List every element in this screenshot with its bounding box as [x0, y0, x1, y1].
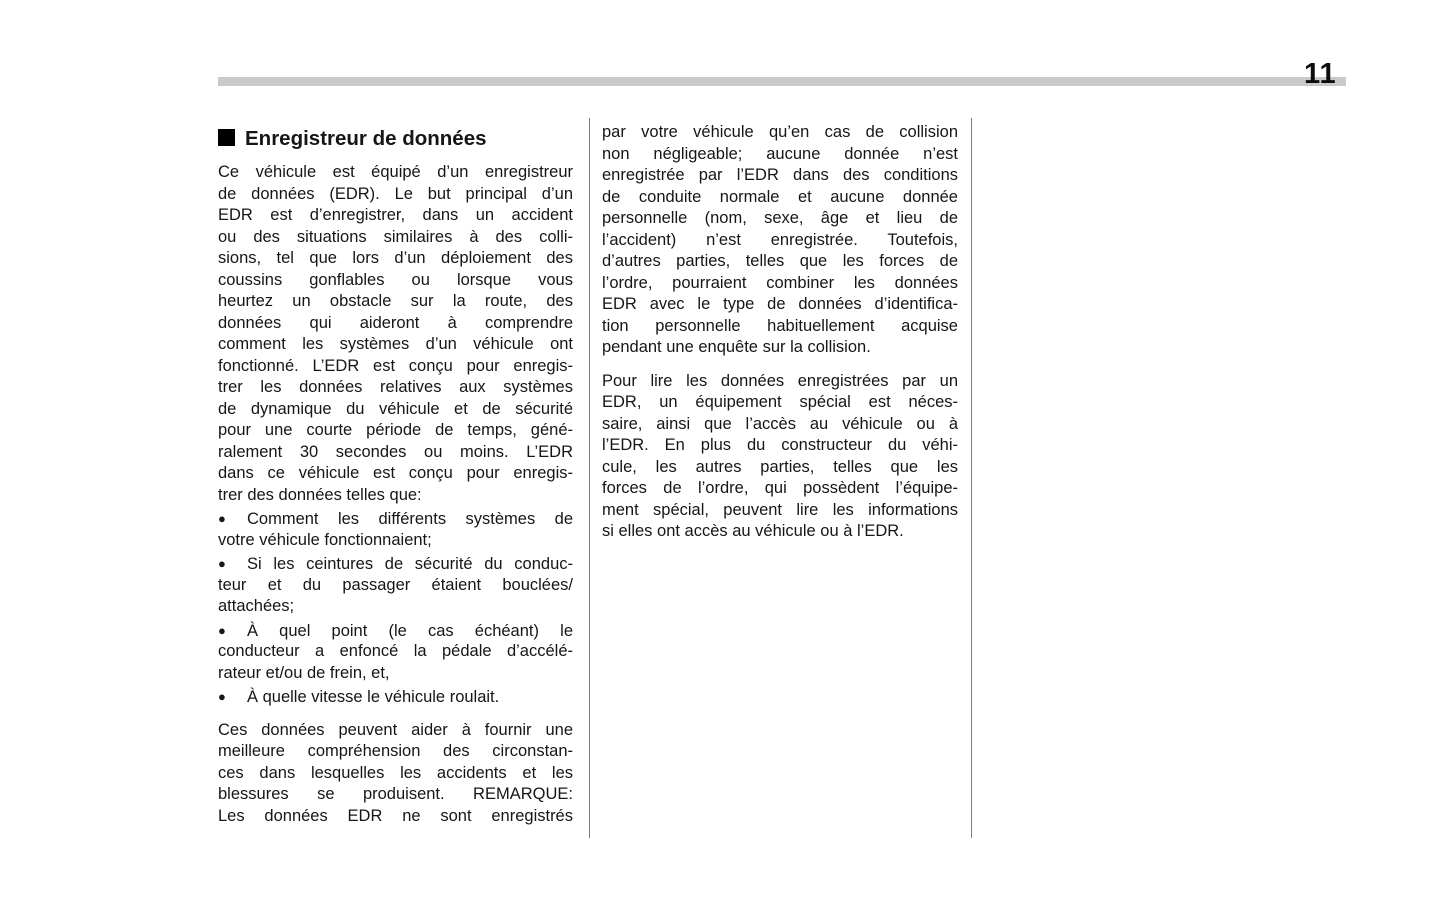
left-column — [218, 127, 573, 827]
text-line: EDR est d’enregistrer, dans un accident — [218, 206, 573, 224]
text-line: Ce véhicule est équipé d’un enregistreur — [218, 163, 573, 181]
text-line: forces de l’ordre, qui possèdent l’équipe- — [602, 479, 958, 497]
text-line: EDR avec le type de données d’identifica- — [602, 295, 958, 313]
text-line: par votre véhicule qu’en cas de collision — [602, 123, 958, 141]
text-line: ● À quelle vitesse le véhicule roulait. — [218, 688, 500, 706]
text-line: Pour lire les données enregistrées par un — [602, 371, 958, 390]
text-line: ou des situations similaires à des colli- — [218, 227, 573, 246]
bullet-icon: ● — [218, 556, 226, 571]
text-line: teur et du passager étaient bouclées/ — [218, 575, 573, 594]
text-line: ralement 30 secondes ou moins. L’EDR — [218, 442, 573, 461]
text-line: comment les systèmes d’un véhicule ont — [218, 335, 573, 353]
text-line: l’EDR. En plus du constructeur du véhi- — [602, 436, 958, 454]
text-line: Les données EDR ne sont enregistrés — [218, 806, 573, 825]
text-line: de conduite normale et aucune donnée — [602, 187, 958, 206]
paragraph — [602, 371, 958, 543]
text-line: si elles ont accès au véhicule ou à l’EDR. — [602, 522, 904, 540]
text-line: votre véhicule fonctionnaient; — [218, 530, 432, 549]
text-line: non négligeable; aucune donnée n’est — [602, 144, 958, 163]
text-line: saire, ainsi que l’accès au véhicule ou à — [602, 414, 958, 433]
bullet-item — [218, 620, 573, 685]
text-line: pendant une enquête sur la collision. — [602, 338, 871, 356]
text-line: meilleure compréhension des circonstan- — [218, 742, 573, 760]
text-line: heurtez un obstacle sur la route, des — [218, 292, 573, 310]
bullet-icon: ● — [218, 622, 226, 638]
text-line: fonctionné. L’EDR est conçu pour enregis- — [218, 356, 573, 375]
bullet-icon: ● — [218, 689, 226, 704]
bullet-item — [218, 508, 573, 551]
text-line: ● À quel point (le cas échéant) le — [218, 621, 573, 640]
text-line: trer les données relatives aux systèmes — [218, 378, 573, 396]
text-line: coussins gonflables ou lorsque vous — [218, 270, 573, 289]
bullet-item — [218, 553, 573, 618]
text-line: ● Si les ceintures de sécurité du conduc- — [218, 555, 573, 573]
header-rule — [218, 77, 1346, 86]
text-line: d’autres parties, telles que les forces de — [602, 252, 958, 270]
black-square-icon — [218, 129, 235, 146]
text-line: rateur et/ou de frein, et, — [218, 663, 390, 682]
column-divider-right — [971, 118, 972, 838]
text-line: données qui aideront à comprendre — [218, 313, 573, 332]
page-number: 11 — [1304, 58, 1337, 90]
text-line: ment spécial, peuvent lire les informations — [602, 500, 958, 519]
paragraph — [602, 122, 958, 359]
right-column — [602, 122, 958, 543]
text-line: attachées; — [218, 597, 295, 615]
section-heading-text: Enregistreur de données — [245, 127, 487, 150]
text-line: de dynamique du véhicule et de sécurité — [218, 399, 573, 418]
text-line: l’accident) n’est enregistrée. Toutefois, — [602, 230, 958, 249]
text-line: dans ce véhicule est conçu pour enregis- — [218, 464, 573, 482]
text-line: ces dans lesquelles les accidents et les — [218, 763, 573, 782]
text-line: trer des données telles que: — [218, 485, 422, 504]
text-line: enregistrée par l’EDR dans des conditions — [602, 166, 958, 184]
text-line: personnelle (nom, sexe, âge et lieu de — [602, 209, 958, 227]
text-line: tion personnelle habituellement acquise — [602, 316, 958, 335]
text-line: sions, tel que lors d’un déploiement des — [218, 249, 573, 267]
paragraph — [218, 720, 573, 828]
text-line: l’ordre, pourraient combiner les données — [602, 273, 958, 292]
text-line: Ces données peuvent aider à fournir une — [218, 720, 573, 739]
bullet-item — [218, 686, 573, 708]
text-line: ● Comment les différents systèmes de — [218, 510, 573, 528]
section-heading — [218, 127, 573, 150]
bullet-icon: ● — [218, 511, 226, 526]
text-line: de données (EDR). Le but principal d’un — [218, 184, 573, 203]
text-line: pour une courte période de temps, géné- — [218, 421, 573, 439]
text-line: blessures se produisent. REMARQUE: — [218, 785, 573, 803]
paragraph — [218, 162, 573, 506]
column-divider-left — [589, 118, 590, 838]
text-line: conducteur a enfoncé la pédale d’accélé- — [218, 642, 573, 660]
text-line: cule, les autres parties, telles que les — [602, 457, 958, 476]
text-line: EDR, un équipement spécial est néces- — [602, 393, 958, 411]
